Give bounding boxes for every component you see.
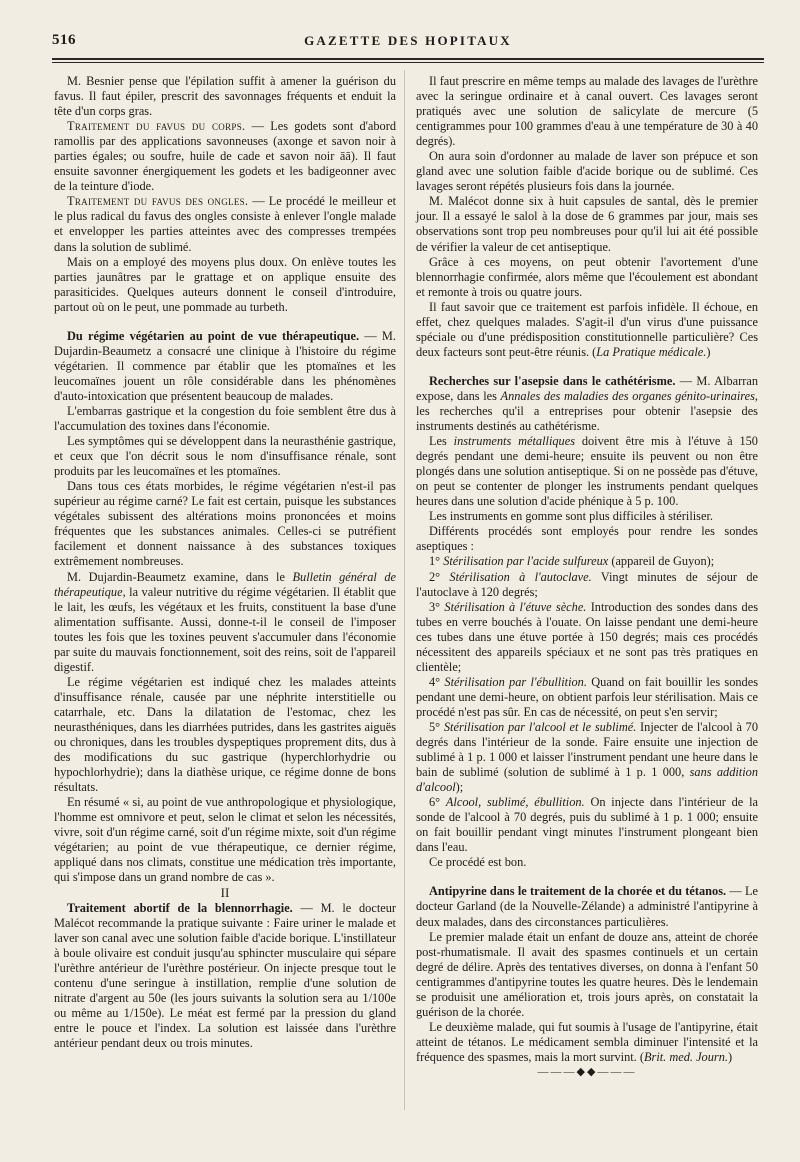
article-heading: Du régime végétarien au point de vue thérapeutique. <box>67 328 360 343</box>
paragraph-body: — Le docteur Garland (de la Nouvelle-Zélande) a administré l'antipyrine à deux malades, dans des circonstances particulières. <box>416 884 758 929</box>
paragraph-heading: Traitement du favus des ongles. <box>67 194 249 209</box>
journal-citation: Bulletin général de thérapeutique <box>54 569 397 599</box>
journal-title: GAZETTE DES HOPITAUX <box>304 33 512 48</box>
item-number: 4° <box>429 674 445 689</box>
paragraph: Le régime végétarien est indiqué chez les malades atteints d'insuffisance rénale, causée par une néphrite interstitielle ou catarrhale, etc. Dans la dilatation de l'estomac, chez les neurasthéniques, dans les diarrhées putrides, dans les gastrites aiguës ou chroniques, dans les troubles dyspeptiques proprement dits, dus à des modifications du suc gastrique (hyperchlorhydrie ou hypochlorhydrie); dans la diathèse urique, ce régime donne de bons résultats. <box>54 674 396 795</box>
text-run: Les <box>429 434 454 449</box>
list-item <box>416 795 758 855</box>
page-header <box>52 30 764 52</box>
emphasis: sans addition d'alcool <box>416 765 758 795</box>
item-number: 1° <box>429 554 444 569</box>
text-run: Introduction des sondes dans des tubes en verre bouchés à l'ouate. On laisse pendant une demi-heure ces tubes dans une étuve portée à 150 degrés; mais ces procédés nécessitent des appareils spéciaux et ne sont pas très pratiques en clientèle; <box>416 599 758 674</box>
text-run: (appareil de Guyon); <box>608 554 715 569</box>
paragraph <box>54 119 396 194</box>
article-heading: Traitement abortif de la blennorrhagie. <box>67 900 293 915</box>
item-title: Stérilisation à l'autoclave. <box>449 569 592 584</box>
emphasis: instruments métalliques <box>453 434 575 449</box>
paragraph-body: — Le procédé le meilleur et le plus radical du favus des ongles consiste à enlever l'ongle malade et envelopper les parties atteintes avec des compresses trempées dans la solution de sublimé. <box>54 194 396 254</box>
paragraph <box>416 1020 758 1065</box>
article-paragraph <box>416 884 758 929</box>
text-run: , la valeur nutritive du régime végétarien. Il établit que le lait, les œufs, les végétaux et les fruits, constituent la base d'une alimentation suffisante. Aussi, donne-t-il le conseil de l'imposer toutes les fois que les toxines peuvent s'accumuler dans l'économie par suite du mauvais fonctionnement, soit des reins, soit de l'appareil digestif. <box>54 584 396 674</box>
text-run: ) <box>706 344 711 359</box>
column-divider <box>404 70 405 1110</box>
list-item <box>416 600 758 675</box>
text-run: Il faut savoir que ce traitement est parfois infidèle. Il échoue, en effet, chez quelques malades. S'agit-il d'un virus d'une puissance spéciale ou d'une prédisposition constitutionnelle particulière? Ces deux facteurs sont peut-être réunis. ( <box>416 299 758 359</box>
item-title: Stérilisation par l'alcool et le sublimé. <box>443 719 637 734</box>
paragraph: Les instruments en gomme sont plus difficiles à stériliser. <box>429 509 713 524</box>
article-heading: Recherches sur l'asepsie dans le cathétérisme. <box>429 373 676 388</box>
item-title: Stérilisation à l'étuve sèche. <box>444 599 587 614</box>
paragraph <box>416 434 758 509</box>
paragraph: On aura soin d'ordonner au malade de laver son prépuce et son gland avec une solution faible d'acide borique ou de sublimé. Ces lavages seront répétés plusieurs fois dans la journée. <box>416 149 758 194</box>
paragraph-body: — M. le docteur Malécot recommande la pratique suivante : Faire uriner le malade et laver son canal avec une solution faible d'acide borique. L'instillateur à boule olivaire est conduit jusqu'au sphincter musculaire qui sépare l'urèthre antérieur de l'urèthre postérieur. On injecte presque tout le contenu d'une seringue à instillation, remplie d'une solution de nitrate d'argent au 50e (les jours suivants la solution sera au 1/100e ou même au 1/150e). Le méat est fermé par la pression du gland entre le pouce et l'index. La solution est laissée dans l'urèthre antérieur pendant deux ou trois minutes. <box>54 900 397 1050</box>
list-item <box>416 720 758 795</box>
item-title: Stérilisation par l'ébullition. <box>444 674 587 689</box>
end-ornament: ———◆◆——— <box>537 1066 637 1078</box>
paragraph: M. Besnier pense que l'épilation suffit à amener la guérison du favus. Il faut épiler, prescrit des savonnages fréquents et enduit la tête d'un corps gras. <box>54 74 396 119</box>
text-run: doivent être mis à l'étuve à 150 degrés pendant une demi-heure; ensuite ils peuvent ou non être plongés dans une solution antiseptique. Si on ne possède pas d'étuve, on peut se contenter de plonger les instruments pendant quelques heures dans une solution d'acide phénique à 5 p. 100. <box>416 434 758 509</box>
paragraph-body: — M. Dujardin-Beaumetz a consacré une clinique à l'histoire du régime végétarien. Il commence par établir que les ptomaïnes et les leucomaïnes jouent un rôle considérable dans les phénomènes d'auto-intoxication que présentent beaucoup de malades. <box>54 328 396 403</box>
paragraph: Dans tous ces états morbides, le régime végétarien n'est-il pas supérieur au régime carné? Le fait est certain, puisque les substances végétales subissent des altérations moins prononcées et moins fréquentes que les substances animales. Celles-ci se putréfient facilement et donnent naissance à des substances toxiques extrêmement nombreuses. <box>54 479 396 569</box>
item-number: 6° <box>429 795 446 810</box>
article-paragraph <box>54 329 396 404</box>
text-run: ); <box>455 780 464 795</box>
paragraph: Il faut prescrire en même temps au malade des lavages de l'urèthre avec la seringue ordinaire et à canal ouvert. Ces lavages seront pratiqués avec une solution de salicylate de mercure (5 centigrammes pour 100 grammes d'eau à une température de 30 à 40 degrés). <box>416 74 758 149</box>
text-run: M. Dujardin-Beaumetz examine, dans le <box>67 569 293 584</box>
list-item <box>416 675 758 720</box>
paragraph: Ce procédé est bon. <box>429 855 527 870</box>
text-run: Le deuxième malade, qui fut soumis à l'usage de l'antipyrine, était atteint de tétanos. Le médicament sembla diminuer l'intensité et la fréquence des spasmes, mais la mort survint. ( <box>416 1019 758 1064</box>
text-run: Injecter de l'alcool à 70 degrés dans l'intérieur de la sonde. Faire ensuite une injection de sublimé à 1 p. 1 000 et laisser l'instrument pendant une heure dans le bain de sublimé (solution de sublimé à 1 p. 1 000, <box>416 719 759 780</box>
text-run: — M. Albarran expose, dans les <box>416 373 758 403</box>
paragraph: Mais on a employé des moyens plus doux. On enlève toutes les parties jaunâtres par le grattage et on applique ensuite des parasiticides. Quelques auteurs donnent le conseil d'introduire, partout où on le peut, une pommade au turbeth. <box>54 254 396 314</box>
journal-citation: Annales des maladies des organes génito-urinaires <box>500 388 755 403</box>
section-number: II <box>220 885 230 901</box>
paragraph <box>416 300 758 360</box>
article-paragraph <box>416 374 758 434</box>
item-number: 2° <box>429 569 450 584</box>
list-item <box>416 570 758 600</box>
paragraph <box>54 194 396 254</box>
text-run: Quand on fait bouillir les sondes pendant une demi-heure, on obtient parfois leur stérilisation. Mais ce procédé n'est pas sûr. En cas de nécessité, on peut s'en servir; <box>416 674 759 719</box>
paragraph: En résumé « si, au point de vue anthropologique et physiologique, l'homme est omnivore et peut, selon le climat et selon les nécessités, vivre, soit d'un régime carné, soit d'un régime mixte, soit d'un régime végétarien; au point de vue thérapeutique, ce dernier régime, appliqué dans nos climats, constitue une médication très importante, qui s'impose dans un grand nombre de cas ». <box>54 795 396 885</box>
article-paragraph <box>54 901 396 1051</box>
page-number: 516 <box>52 32 76 48</box>
article-heading: Antipyrine dans le traitement de la chorée et du tétanos. <box>429 884 727 899</box>
paragraph-body: — Les godets sont d'abord ramollis par des applications savonneuses (axonge et savon noir à parties égales; ou soufre, huile de cade et savon noir āā). Il faut ensuite savonner énergiquement les godets et les badigeonner avec de la teinture d'iode. <box>54 119 396 194</box>
paragraph: Différents procédés sont employés pour rendre les sondes aseptiques : <box>416 524 758 554</box>
paragraph: Le premier malade était un enfant de douze ans, atteint de chorée post-rhumatismale. Il avait des spasmes continuels et un certain degré de délire. Après des tentatives diverses, on donna à l'enfant 50 centigrammes d'antipyrine toutes les quatre heures. Dès le lendemain se produisit une amélioration et, trois jours après, on constatait la guérison de la chorée. <box>416 929 758 1019</box>
left-column <box>54 74 396 1051</box>
text-run: Vingt minutes de séjour de l'autoclave à 120 degrés; <box>416 569 758 599</box>
paragraph <box>54 570 396 675</box>
text-run: On injecte dans l'intérieur de la sonde de l'alcool à 70 degrés, puis du sublimé à 1 p. 1 000; ensuite on fait bouillir pendant vingt minutes l'instrument plongeant bien dans l'eau. <box>416 795 758 855</box>
text-run: , les recherches qu'il a entreprises pour obtenir l'asepsie des instruments destinés au cathétérisme. <box>416 388 758 434</box>
text-run: ) <box>727 1049 733 1064</box>
right-column <box>416 74 758 1080</box>
journal-citation: Brit. med. Journ. <box>643 1049 728 1064</box>
paragraph: Les symptômes qui se développent dans la neurasthénie gastrique, et ceux que l'on décrit sous le nom d'insuffisance rénale, sont produits par les leucomaïnes et les ptomaïnes. <box>54 434 396 479</box>
item-title: Alcool, sublimé, ébullition. <box>445 795 585 810</box>
header-rule-thick <box>52 58 764 60</box>
paragraph: L'embarras gastrique et la congestion du foie semblent être dus à l'accumulation des toxines dans l'économie. <box>54 403 396 434</box>
list-item <box>416 554 758 569</box>
header-rule-thin <box>52 62 764 63</box>
paragraph-heading: Traitement du favus du corps. <box>67 119 246 134</box>
paragraph: M. Malécot donne six à huit capsules de santal, dès le premier jour. Il a essayé le salol à la dose de 6 grammes par jour, mais ses observations sont trop peu nombreuses pour qu'il lui ait été possible de vérifier la valeur de cet antiseptique. <box>416 194 758 254</box>
paragraph: Grâce à ces moyens, on peut obtenir l'avortement d'une blennorrhagie confirmée, alors même que l'écoulement est abondant et remonte à trois ou quatre jours. <box>416 254 758 299</box>
item-title: Stérilisation par l'acide sulfureux <box>443 554 609 569</box>
item-number: 5° <box>429 719 444 734</box>
item-number: 3° <box>429 599 445 614</box>
journal-citation: La Pratique médicale. <box>596 344 707 359</box>
